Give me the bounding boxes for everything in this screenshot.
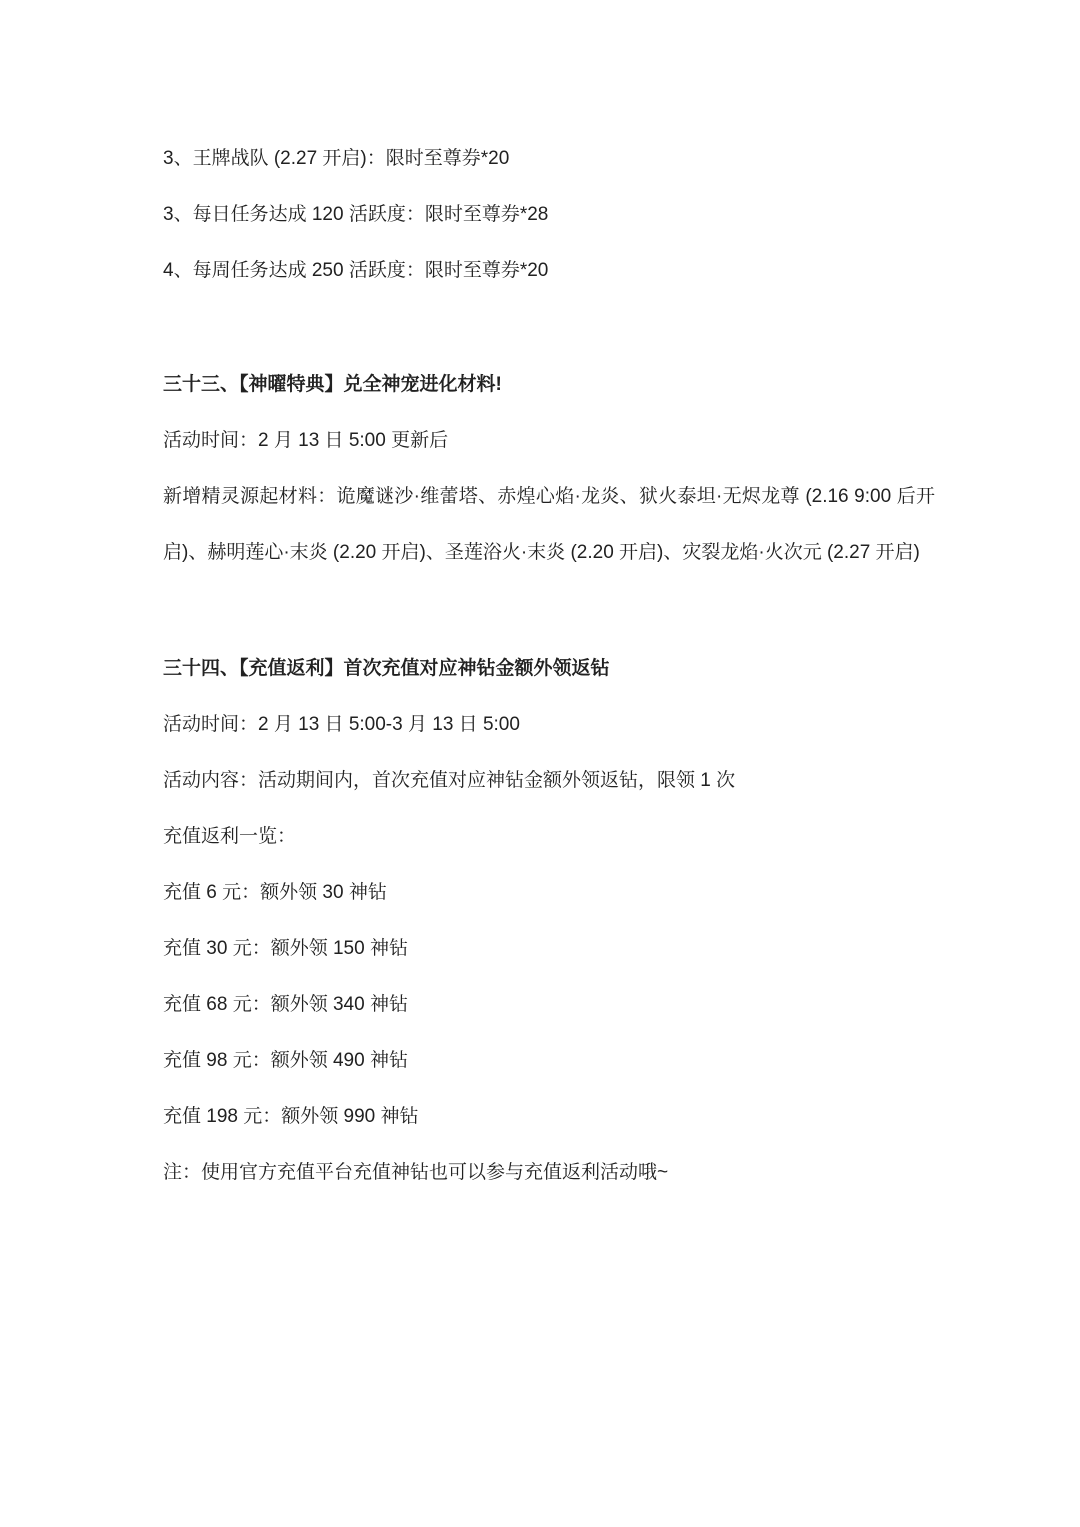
section-heading-34: 三十四、【充值返利】首次充值对应神钻金额外领返钻: [163, 658, 610, 679]
reward-list-item: 4、每周任务达成 250 活跃度：限时至尊券*20: [163, 260, 549, 281]
recharge-tier-item: 充值 30 元：额外领 150 神钻: [163, 938, 408, 959]
recharge-tier-item: 充值 198 元：额外领 990 神钻: [163, 1106, 419, 1127]
recharge-tier-item: 充值 68 元：额外领 340 神钻: [163, 994, 408, 1015]
section-34-activity-time: 活动时间：2 月 13 日 5:00-3 月 13 日 5:00: [163, 714, 520, 735]
section-34-activity-content: 活动内容：活动期间内，首次充值对应神钻金额外领返钻，限领 1 次: [163, 770, 736, 791]
section-heading-33: 三十三、【神曜特典】兑全神宠进化材料!: [163, 374, 502, 395]
reward-list-item: 3、每日任务达成 120 活跃度：限时至尊券*28: [163, 204, 549, 225]
recharge-tier-item: 充值 6 元：额外领 30 神钻: [163, 882, 387, 903]
recharge-tier-item: 充值 98 元：额外领 490 神钻: [163, 1050, 408, 1071]
section-33-activity-time: 活动时间：2 月 13 日 5:00 更新后: [163, 430, 449, 451]
reward-list-item: 3、王牌战队 (2.27 开启)：限时至尊券*20: [163, 148, 510, 169]
section-33-materials-paragraph: 新增精灵源起材料：诡魔谜沙·维蕾塔、赤煌心焰·龙炎、狱火泰坦·无烬龙尊 (2.16 9:00 后开启)、赫明莲心·末炎 (2.20 开启)、圣莲浴火·末炎 (2.20 开启)、灾裂龙焰·火次元 (2.27 开启): [163, 486, 935, 563]
document-page: [163, 131, 935, 1201]
note-line: 注：使用官方充值平台充值神钻也可以参与充值返利活动哦~: [163, 1162, 669, 1183]
recharge-rebate-list-title: 充值返利一览：: [163, 826, 297, 847]
